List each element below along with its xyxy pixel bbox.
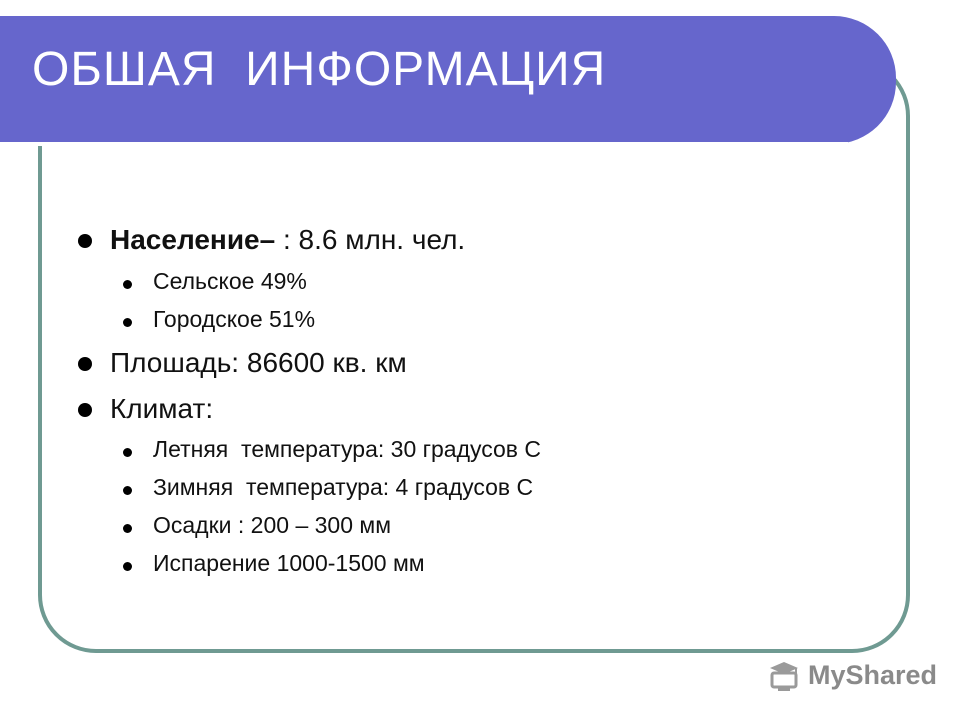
bullet-climate: Климат: xyxy=(110,393,214,424)
mortarboard-computer-icon xyxy=(766,658,802,694)
bullet-dot xyxy=(123,280,132,289)
bullet-dot xyxy=(78,403,92,417)
slide-title: ОБШАЯ ИНФОРМАЦИЯ xyxy=(32,43,607,96)
bullet-area: Плошадь: 86600 кв. км xyxy=(110,347,407,378)
population-value: : 8.6 млн. чел. xyxy=(275,224,466,255)
bullet-population xyxy=(110,224,465,256)
bullet-winter-temp: Зимняя температура: 4 градусов С xyxy=(153,474,534,500)
bullet-dot xyxy=(123,448,132,457)
bullet-precipitation: Осадки : 200 – 300 мм xyxy=(153,512,392,538)
bullet-dot xyxy=(123,562,132,571)
bullet-dot xyxy=(78,357,92,371)
bullet-rural: Сельское 49% xyxy=(153,268,307,294)
bullet-urban: Городское 51% xyxy=(153,306,316,332)
population-label: Население– xyxy=(110,224,276,255)
bullet-dot xyxy=(123,524,132,533)
bullet-dot xyxy=(123,486,132,495)
bullet-summer-temp: Летняя температура: 30 градусов С xyxy=(153,436,542,462)
bullet-dot xyxy=(78,234,92,248)
bullet-evaporation: Испарение 1000-1500 мм xyxy=(153,550,425,576)
watermark-text: MyShared xyxy=(808,660,938,690)
bullet-dot xyxy=(123,318,132,327)
